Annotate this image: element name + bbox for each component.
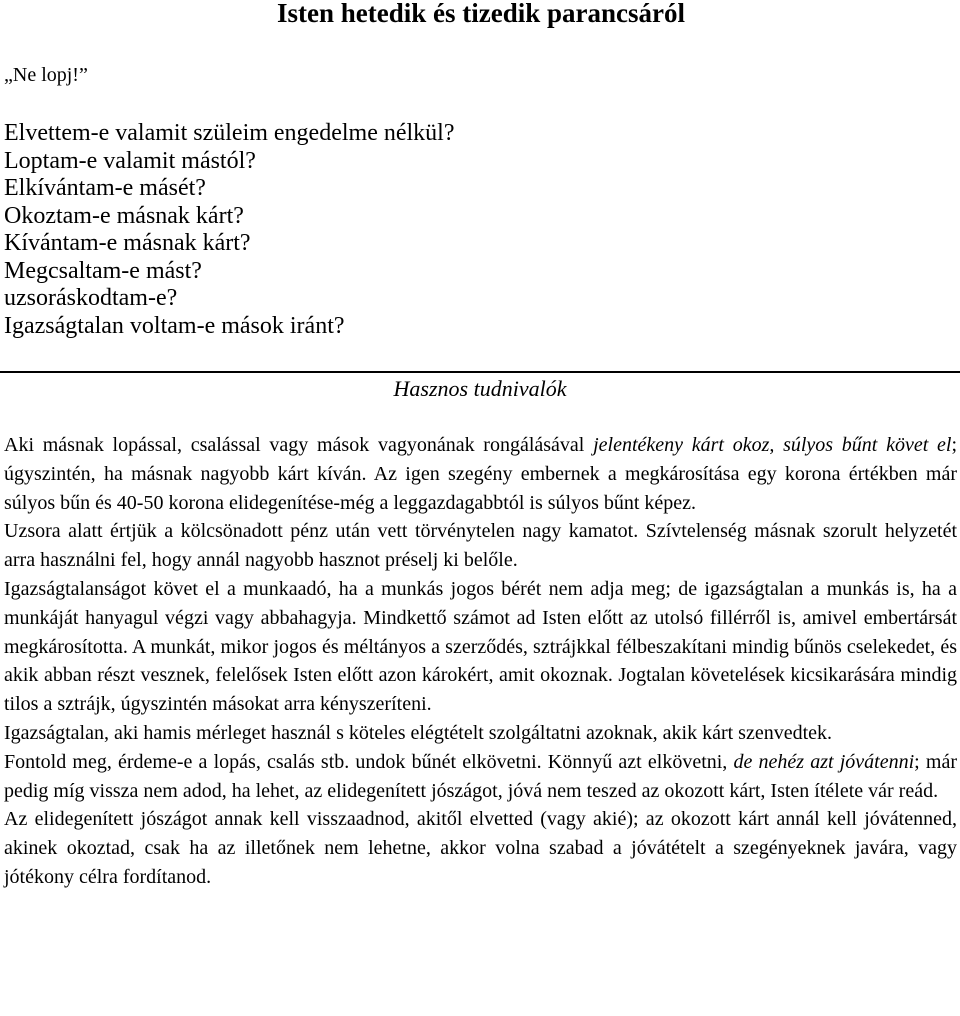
body-text [4,431,957,892]
question-item: Kívántam-e másnak kárt? [4,230,251,256]
paragraph-text: ; már pedig míg vissza nem adod, ha lehet, az elidegenített jószágot, jóvá nem teszed az okozott kárt, Isten ítélete vár reád. [4,750,957,802]
question-item: Igazságtalan voltam-e mások iránt? [4,312,345,339]
page-title: Isten hetedik és tizedik parancsáról [277,0,685,28]
paragraph-text: ; úgyszintén, ha másnak nagyobb kárt kíván. Az igen szegény embernek a megkárosítása egy korona értékben már súlyos bűn és 40-50 korona elidegenítése-még a leggazdagabbtól is súlyos bűnt képez. [4,434,957,514]
question-item: uzsoráskodtam-e? [4,285,178,311]
question-item: Okoztam-e másnak kárt? [4,202,244,229]
emphasized-text: jelentékeny kárt okoz, súlyos bűnt követ el [593,434,952,456]
commandment-quote: „Ne lopj!” [4,64,88,86]
paragraph-restitution [4,748,957,806]
paragraph-false-scales: Igazságtalan, aki hamis mérleget használ s köteles elégtételt szolgáltatni azoknak, akik kárt szenvedtek. [4,721,833,744]
examination-questions-list [4,120,455,340]
question-item: Megcsaltam-e mást? [4,257,202,284]
paragraph-return-goods: Az elidegenített jószágot annak kell visszaadnod, akitől elvetted (vagy akié); az okozott kárt annál kell jóvátenned, akinek okoztad, csak ha az illetőnek nem lehetne, akkor volna szabad a jóvátételt a szegényeknek javára, vagy jótékony célra fordítanod. [4,808,957,888]
paragraph-usury: Uzsora alatt értjük a kölcsönadott pénz után vett törvénytelen nagy kamatot. Szívtelenség másnak szorult helyzetét arra használni fel, hogy annál nagyobb hasznot préselj ki belőle. [4,520,957,572]
paragraph-theft-gravity [4,431,957,517]
section-divider [0,371,960,373]
paragraph-text: Fontold meg, érdeme-e a lopás, csalás stb. undok bűnét elkövetni. Könnyű azt elkövetni, [4,750,734,773]
question-item: Elkívántam-e másét? [4,175,206,201]
question-item: Loptam-e valamit mástól? [4,147,256,174]
paragraph-employer-worker: Igazságtalanságot követ el a munkaadó, ha a munkás jogos bérét nem adja meg; de igazságtalan a munkás is, ha a munkáját hanyagul végzi vagy abbahagyja. Mindkettő számot ad Isten előtt az utolsó fillérről is, amivel embertársát megkárosította. A munkát, mikor jogos és méltányos a szerződés, sztrájkkal félbeszakítani mindig bűnös cselekedet, és akik abban részt vesznek, felelősek Isten előtt azon károkért, amit okoznak. Jogtalan követelések kicsikarására mindig tilos a sztrájk, úgyszintén másokat arra kényszeríteni. [4,577,957,716]
paragraph-text: Aki másnak lopással, csalással vagy mások vagyonának rongálásával [4,434,594,456]
question-item: Elvettem-e valamit szüleim engedelme nélkül? [4,120,455,146]
emphasized-text: de nehéz azt jóvátenni [733,750,915,773]
section-subheading: Hasznos tudnivalók [393,376,567,401]
